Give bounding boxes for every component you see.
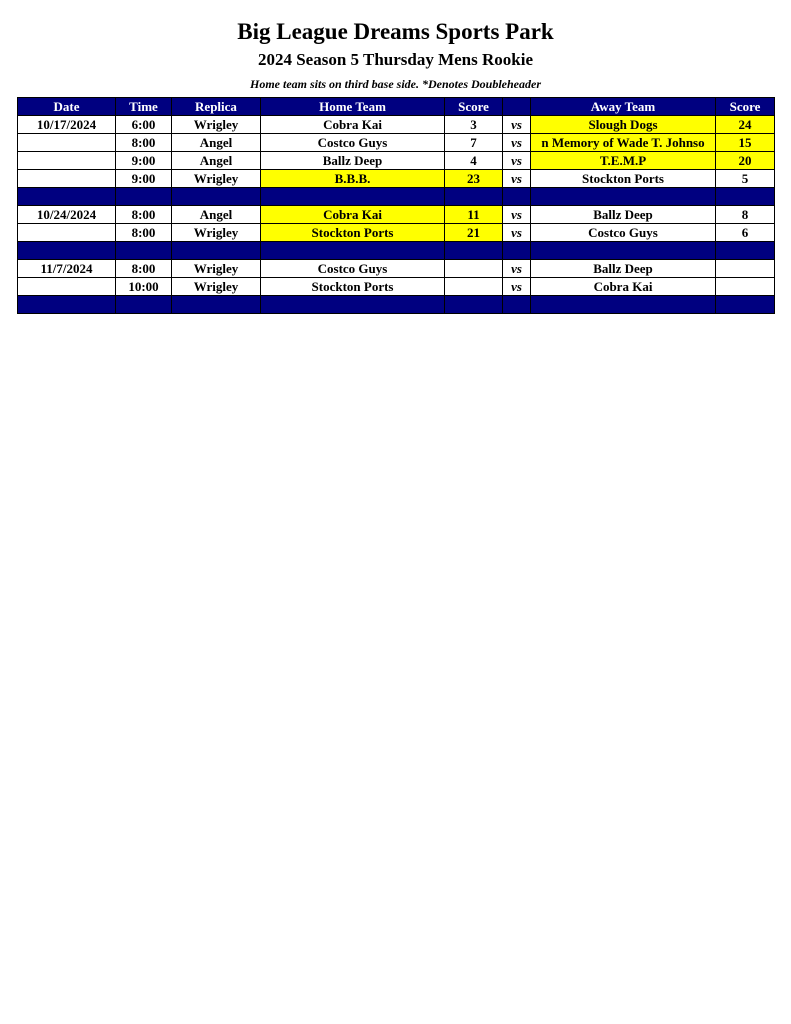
replica-cell: Wrigley — [172, 224, 261, 242]
away-score-cell: 20 — [716, 152, 775, 170]
separator-cell — [531, 296, 716, 314]
separator-cell — [116, 188, 172, 206]
separator-cell — [445, 242, 503, 260]
away-team-cell: Cobra Kai — [531, 278, 716, 296]
schedule-table — [17, 97, 775, 314]
time-cell: 6:00 — [116, 116, 172, 134]
time-cell: 8:00 — [116, 134, 172, 152]
col-header-away-score: Score — [716, 98, 775, 116]
separator-row — [18, 296, 775, 314]
replica-cell: Angel — [172, 152, 261, 170]
table-row — [18, 152, 775, 170]
date-cell — [18, 134, 116, 152]
home-team-cell: Stockton Ports — [261, 278, 445, 296]
separator-cell — [116, 242, 172, 260]
separator-row — [18, 242, 775, 260]
separator-cell — [503, 188, 531, 206]
separator-cell — [503, 296, 531, 314]
home-score-cell: 4 — [445, 152, 503, 170]
replica-cell: Wrigley — [172, 260, 261, 278]
time-cell: 8:00 — [116, 260, 172, 278]
time-cell: 10:00 — [116, 278, 172, 296]
away-score-cell: 24 — [716, 116, 775, 134]
separator-cell — [172, 188, 261, 206]
table-row — [18, 260, 775, 278]
home-team-cell: Costco Guys — [261, 134, 445, 152]
away-score-cell: 5 — [716, 170, 775, 188]
separator-cell — [716, 242, 775, 260]
schedule-note: Home team sits on third base side. *Denotes Doubleheader — [250, 77, 541, 91]
col-header-away-team: Away Team — [531, 98, 716, 116]
separator-cell — [503, 242, 531, 260]
vs-cell: vs — [503, 170, 531, 188]
col-header-replica: Replica — [172, 98, 261, 116]
home-team-cell: Costco Guys — [261, 260, 445, 278]
col-header-date: Date — [18, 98, 116, 116]
away-score-cell: 15 — [716, 134, 775, 152]
away-team-cell: Slough Dogs — [531, 116, 716, 134]
date-cell — [18, 278, 116, 296]
time-cell: 8:00 — [116, 224, 172, 242]
home-score-cell: 7 — [445, 134, 503, 152]
replica-cell: Angel — [172, 134, 261, 152]
col-header-time: Time — [116, 98, 172, 116]
table-row — [18, 134, 775, 152]
home-score-cell — [445, 278, 503, 296]
replica-cell: Wrigley — [172, 116, 261, 134]
away-team-cell: Stockton Ports — [531, 170, 716, 188]
header-row — [18, 98, 775, 116]
away-score-cell — [716, 260, 775, 278]
page-subtitle: 2024 Season 5 Thursday Mens Rookie — [257, 50, 534, 69]
separator-row — [18, 188, 775, 206]
separator-cell — [445, 188, 503, 206]
table-row — [18, 224, 775, 242]
home-team-cell: Ballz Deep — [261, 152, 445, 170]
separator-cell — [531, 242, 716, 260]
table-row — [18, 206, 775, 224]
time-cell: 9:00 — [116, 152, 172, 170]
table-row — [18, 116, 775, 134]
date-cell: 10/24/2024 — [18, 206, 116, 224]
separator-cell — [172, 242, 261, 260]
home-score-cell — [445, 260, 503, 278]
home-score-cell: 3 — [445, 116, 503, 134]
separator-cell — [261, 296, 445, 314]
separator-cell — [716, 296, 775, 314]
separator-cell — [18, 296, 116, 314]
home-team-cell: B.B.B. — [261, 170, 445, 188]
home-team-cell: Cobra Kai — [261, 116, 445, 134]
vs-cell: vs — [503, 224, 531, 242]
vs-cell: vs — [503, 116, 531, 134]
away-score-cell: 8 — [716, 206, 775, 224]
col-header-home-score: Score — [445, 98, 503, 116]
table-row — [18, 278, 775, 296]
away-score-cell: 6 — [716, 224, 775, 242]
separator-cell — [172, 296, 261, 314]
time-cell: 8:00 — [116, 206, 172, 224]
separator-cell — [116, 296, 172, 314]
replica-cell: Wrigley — [172, 170, 261, 188]
time-cell: 9:00 — [116, 170, 172, 188]
col-header-home-team: Home Team — [261, 98, 445, 116]
date-cell — [18, 170, 116, 188]
vs-cell: vs — [503, 206, 531, 224]
separator-cell — [716, 188, 775, 206]
home-score-cell: 23 — [445, 170, 503, 188]
away-team-cell: n Memory of Wade T. Johnso — [531, 134, 716, 152]
col-header-vs — [503, 98, 531, 116]
table-row — [18, 170, 775, 188]
date-cell: 11/7/2024 — [18, 260, 116, 278]
separator-cell — [261, 188, 445, 206]
home-score-cell: 21 — [445, 224, 503, 242]
date-cell — [18, 224, 116, 242]
separator-cell — [261, 242, 445, 260]
vs-cell: vs — [503, 278, 531, 296]
replica-cell: Wrigley — [172, 278, 261, 296]
home-score-cell: 11 — [445, 206, 503, 224]
away-team-cell: Costco Guys — [531, 224, 716, 242]
schedule-body — [18, 116, 775, 314]
date-cell: 10/17/2024 — [18, 116, 116, 134]
home-team-cell: Stockton Ports — [261, 224, 445, 242]
away-team-cell: Ballz Deep — [531, 260, 716, 278]
vs-cell: vs — [503, 134, 531, 152]
away-score-cell — [716, 278, 775, 296]
replica-cell: Angel — [172, 206, 261, 224]
separator-cell — [531, 188, 716, 206]
home-team-cell: Cobra Kai — [261, 206, 445, 224]
separator-cell — [18, 242, 116, 260]
page-title: Big League Dreams Sports Park — [237, 19, 554, 44]
separator-cell — [445, 296, 503, 314]
away-team-cell: Ballz Deep — [531, 206, 716, 224]
date-cell — [18, 152, 116, 170]
vs-cell: vs — [503, 260, 531, 278]
away-team-cell: T.E.M.P — [531, 152, 716, 170]
separator-cell — [18, 188, 116, 206]
vs-cell: vs — [503, 152, 531, 170]
